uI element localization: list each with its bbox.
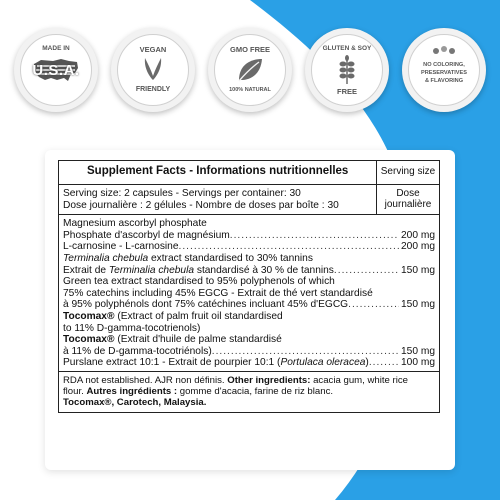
ingredient-line <box>63 276 435 288</box>
serving-size-column-label: Serving size <box>380 166 436 177</box>
ingredient-amount: 100 mg <box>401 357 435 369</box>
ingredient-latin-name: Terminalia chebula <box>63 252 149 264</box>
ingredients-list <box>59 215 439 372</box>
dose-label-2: journalière <box>384 199 432 210</box>
ingredient-amount: 200 mg <box>401 241 435 253</box>
badge-made-in-label: MADE IN <box>42 45 70 52</box>
leaf-icon <box>235 56 265 84</box>
ingredient-line <box>63 299 435 311</box>
ingredient-text: 75% catechins including 45% EGCG - Extrait de thé vert standardisé <box>63 287 373 299</box>
ingredient-line <box>63 323 435 335</box>
certification-badges <box>0 0 500 130</box>
serving-info-row <box>59 185 439 215</box>
badge-no-coloring <box>402 28 486 112</box>
ingredient-text: standardisé à 30 % de tannins <box>194 264 334 276</box>
ingredient-text: Phosphate d'ascorbyl de magnésium <box>63 229 230 241</box>
wheat-icon <box>337 55 357 85</box>
ingredient-text: Green tea extract standardised to 95% polyphenols of which <box>63 276 335 288</box>
badge-gluten-soy-free <box>305 28 389 112</box>
facts-footer <box>59 372 439 412</box>
badge-gluten-bottom: FREE <box>336 87 357 96</box>
badge-no-coloring-text <box>402 61 486 85</box>
badge-vegan-bottom: FRIENDLY <box>135 86 171 93</box>
ingredient-line <box>63 218 435 230</box>
serving-info <box>59 185 377 214</box>
facts-header <box>59 161 439 185</box>
ingredient-text: ) <box>365 357 369 369</box>
dots-icon <box>432 45 456 57</box>
ingredient-text: Extrait de <box>63 264 109 276</box>
ingredient-text: (Extract of palm fruit oil standardised <box>114 310 283 322</box>
tocomax-brand: Tocomax® <box>63 334 115 346</box>
ingredient-text: L-carnosine - L-carnosine <box>63 241 179 253</box>
badge-vegan <box>111 28 195 112</box>
leaf-icon <box>141 56 165 82</box>
ingredient-text: Magnesium ascorbyl phosphate <box>63 218 207 230</box>
badge-gluten-top: GLUTEN & SOY <box>322 45 372 52</box>
ingredient-latin-name: Portulaca oleracea <box>280 357 366 369</box>
footer-line-1 <box>63 375 435 386</box>
ingredient-latin-name: Terminalia chebula <box>108 264 195 276</box>
ingredient-amount: 200 mg <box>401 229 435 241</box>
dose-column-label <box>377 185 439 214</box>
footer-bold: Tocomax®, Carotech, Malaysia. <box>63 397 207 409</box>
ingredient-text: to 11% D-gamma-tocotrienols) <box>63 322 201 334</box>
ingredient-text: à 95% polyphénols dont 75% catéchines incluant 45% d'EGCG <box>63 299 349 311</box>
ingredient-line <box>63 357 435 369</box>
ingredient-line <box>63 311 435 323</box>
footer-line-2 <box>63 386 435 397</box>
ingredient-line <box>63 253 435 265</box>
supplement-facts-table <box>58 160 440 413</box>
dose-label-1: Dose <box>396 188 420 199</box>
facts-title: Supplement Facts - Informations nutritionnelles <box>59 161 377 184</box>
ingredient-line <box>63 241 435 253</box>
ingredient-text: (Extrait d'huile de palme standardisé <box>114 334 282 346</box>
badge-vegan-top: VEGAN <box>139 45 167 54</box>
serving-info-fr: Dose journalière : 2 gélules - Nombre de doses par boîte : 30 <box>63 199 339 211</box>
footer-text: flour. <box>63 386 87 398</box>
footer-bold: Autres ingrédients : <box>86 386 178 398</box>
badge-gmo-top: GMO FREE <box>229 45 270 54</box>
ingredient-line <box>63 230 435 242</box>
badge-usa-label: U.S.A. <box>32 62 80 79</box>
ingredient-line <box>63 346 435 358</box>
ingredient-text: à 11% de D-gamma-tocotriénols) <box>63 345 212 357</box>
ingredient-text: Purslane extract 10:1 - Extrait de pourpier 10:1 ( <box>63 357 281 369</box>
footer-text: RDA not established. AJR non définis. <box>63 374 228 386</box>
ingredient-text: extract standardised to 30% tannins <box>148 252 313 264</box>
ingredient-line <box>63 265 435 277</box>
badge-made-in-usa <box>14 28 98 112</box>
tocomax-brand: Tocomax® <box>63 310 115 322</box>
footer-text: gomme d'acacia, farine de riz blanc. <box>177 386 334 398</box>
badge-no-coloring-line-2: PRESERVATIVES <box>420 70 467 76</box>
ingredient-amount: 150 mg <box>401 299 435 311</box>
badge-gmo-bottom: 100% NATURAL <box>229 87 271 93</box>
footer-text: acacia gum, white rice <box>310 374 408 386</box>
badge-no-coloring-line-3: & FLAVORING <box>424 78 464 84</box>
ingredient-amount: 150 mg <box>401 345 435 357</box>
ingredient-line <box>63 288 435 300</box>
footer-bold: Other ingredients: <box>227 374 311 386</box>
ingredient-line <box>63 334 435 346</box>
ingredient-amount: 150 mg <box>401 264 435 276</box>
badge-no-coloring-line-1: NO COLORING, <box>423 62 465 68</box>
serving-info-en: Serving size: 2 capsules - Servings per container: 30 <box>63 188 301 199</box>
badge-gmo-free <box>208 28 292 112</box>
footer-line-3 <box>63 397 435 408</box>
